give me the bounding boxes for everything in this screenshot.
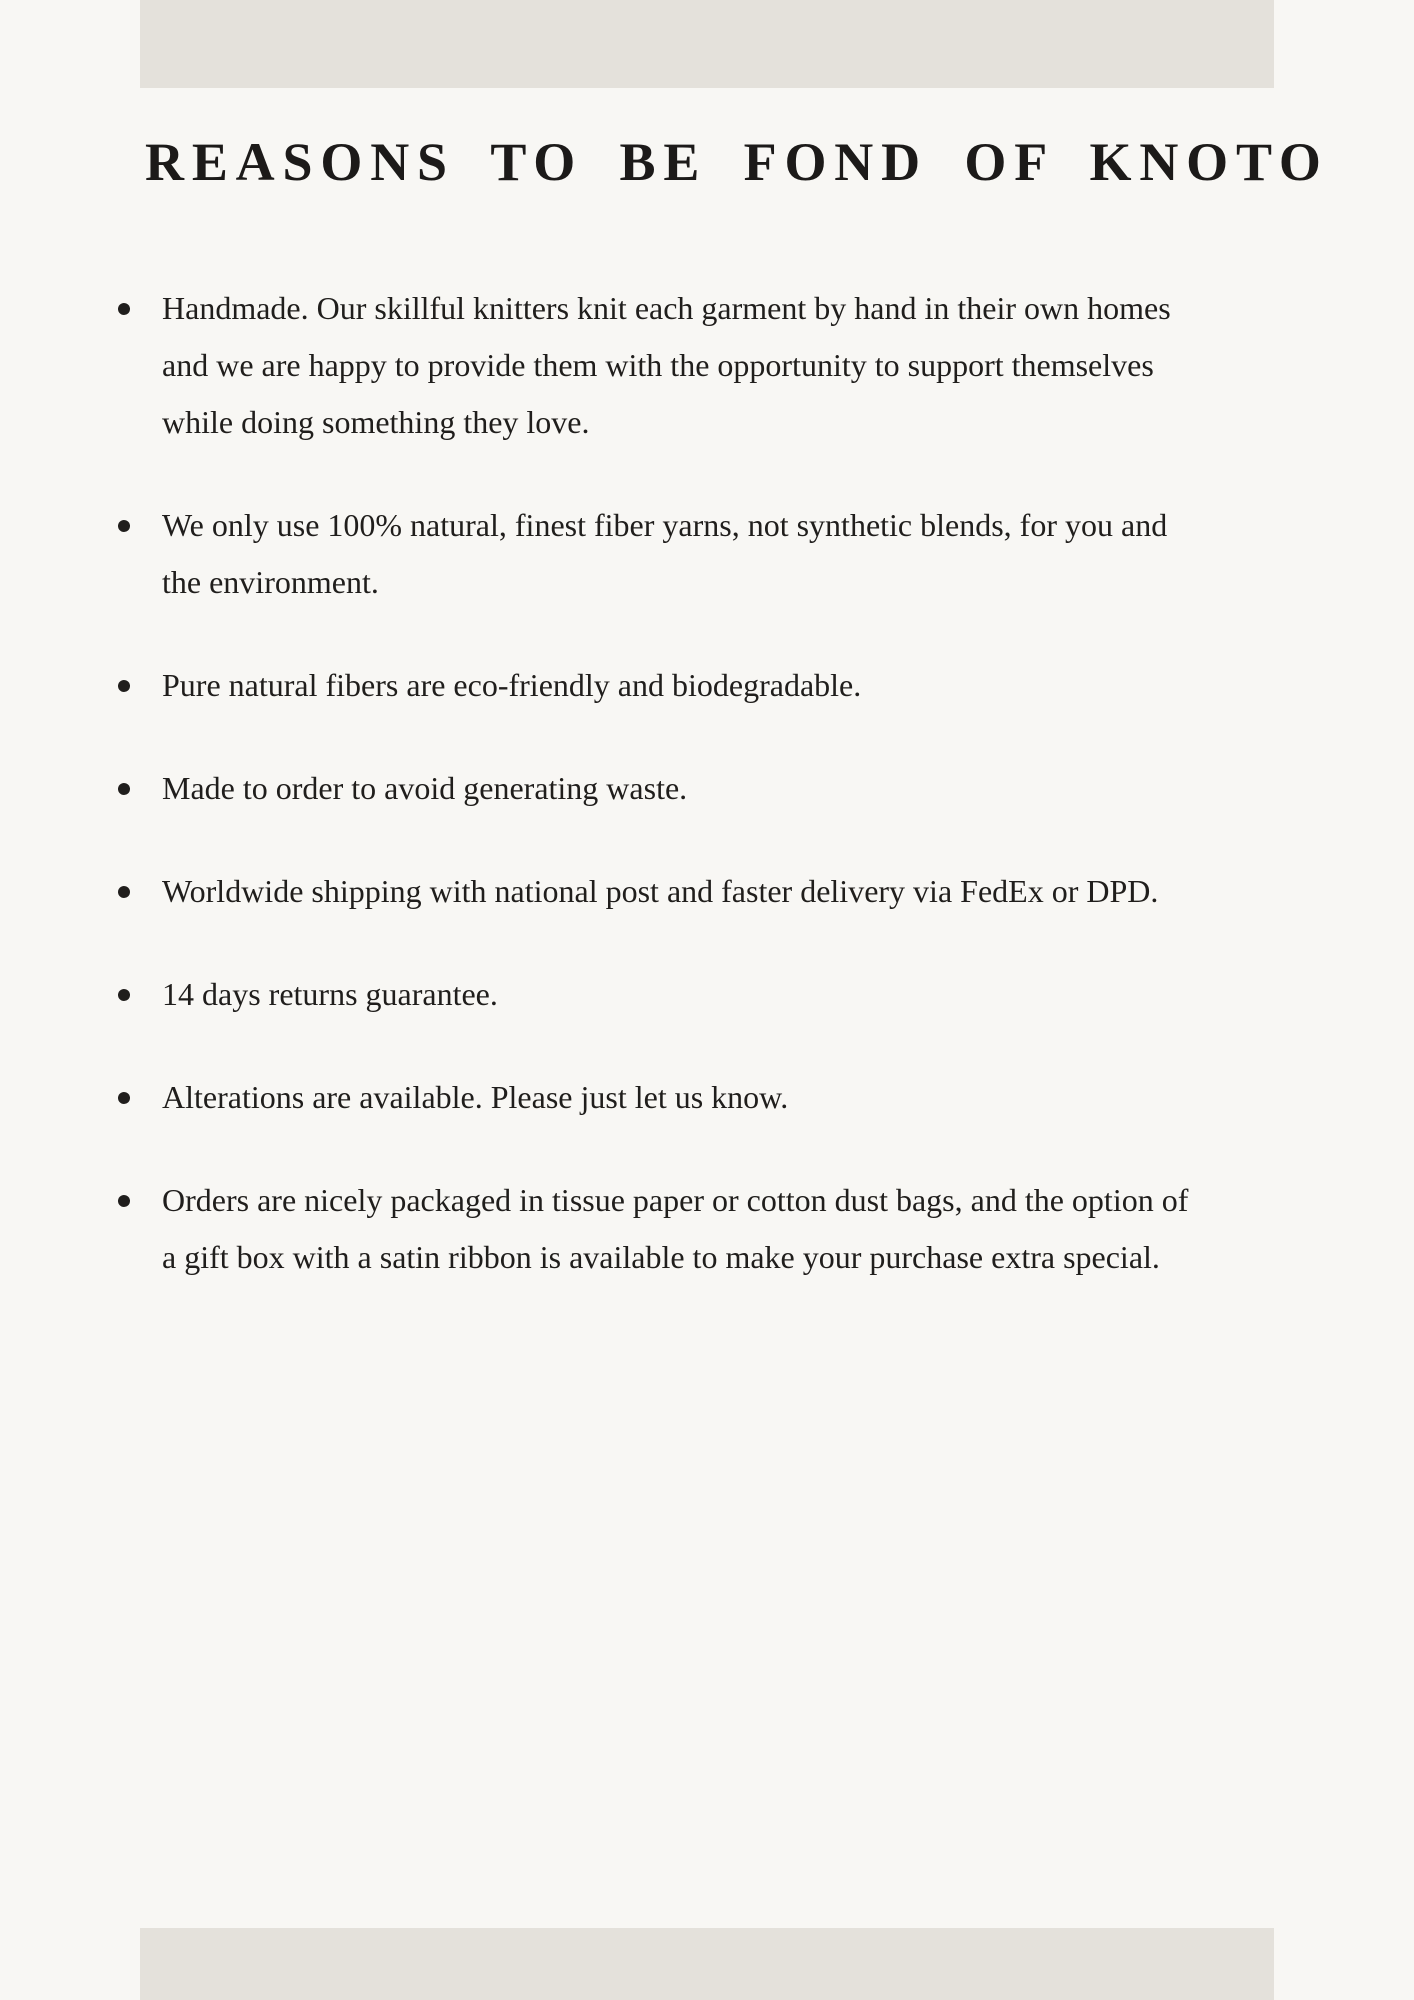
- bullet-icon: [118, 680, 130, 692]
- bullet-icon: [118, 303, 130, 315]
- bullet-icon: [118, 1092, 130, 1104]
- list-item-text: Alterations are available. Please just let us know.: [162, 1079, 789, 1116]
- content: [145, 0, 1329, 1286]
- list-item-text: Handmade. Our skillful knitters knit each garment by hand in their own homes and we are happy to provide them with the opportunity to support themselves while doing something they love.: [162, 290, 1171, 441]
- list-item: [118, 760, 1210, 817]
- list-item: [118, 657, 1210, 714]
- bottom-banner: [140, 1928, 1274, 2000]
- list-item: [118, 966, 1210, 1023]
- reasons-list: [118, 280, 1272, 1286]
- list-item: [118, 863, 1210, 920]
- bullet-icon: [118, 783, 130, 795]
- list-item-text: Worldwide shipping with national post and faster delivery via FedEx or DPD.: [162, 873, 1159, 910]
- bullet-icon: [118, 1195, 130, 1207]
- list-item: [118, 1069, 1210, 1126]
- list-item: [118, 497, 1210, 611]
- list-item-text: We only use 100% natural, finest fiber yarns, not synthetic blends, for you and the environment.: [162, 507, 1168, 601]
- list-item: [118, 1172, 1210, 1286]
- bullet-icon: [118, 989, 130, 1001]
- bullet-icon: [118, 886, 130, 898]
- list-item: [118, 280, 1210, 451]
- list-item-text: 14 days returns guarantee.: [162, 976, 498, 1013]
- page-title: REASONS TO BE FOND OF KNOTO: [145, 132, 1329, 192]
- list-item-text: Pure natural fibers are eco-friendly and biodegradable.: [162, 667, 862, 704]
- list-item-text: Orders are nicely packaged in tissue paper or cotton dust bags, and the option of a gift box with a satin ribbon is available to make your purchase extra special.: [162, 1182, 1189, 1276]
- bullet-icon: [118, 520, 130, 532]
- list-item-text: Made to order to avoid generating waste.: [162, 770, 688, 807]
